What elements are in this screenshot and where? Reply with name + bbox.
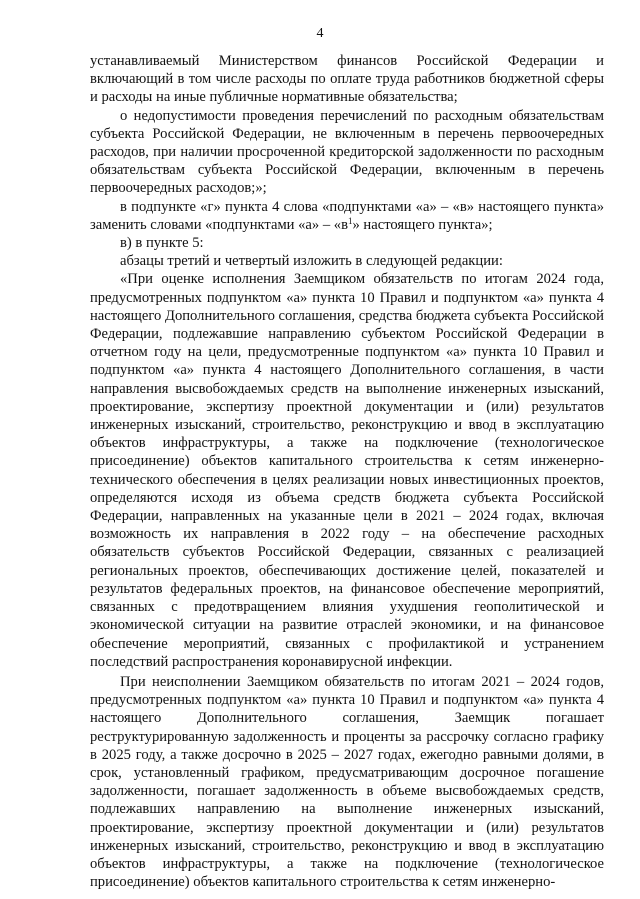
paragraph-6: «При оценке исполнения Заемщиком обязательств по итогам 2024 года, предусмотренных подпунктом «а» пункта 10 Правил и подпунктом «а» пункта 4 настоящего Дополнительного соглашения, средства бюджета субъекта Российской Федерации, подлежавшие направлению субъектом Российской Федерации в отчетном году на цели, предусмотренные подпунктом «а» пункта 10 Правил и подпунктом «а» пункта 4 настоящего Дополнительного соглашения, в части направления высвобождаемых средств на выполнение инженерных изысканий, проектирование, экспертизу проектной документации и (или) результатов инженерных изысканий, строительство, реконструкцию и ввод в эксплуатацию объектов инфраструктуры, а также на подключение (технологическое присоединение) объектов капитального строительства к сетям инженерно-технического обеспечения в целях реализации новых инвестиционных проектов, определяются исходя из объема средств бюджета субъекта Российской Федерации, направленных на указанные цели в 2021 – 2024 годах, включая возможность их направления в 2022 году – на обеспечение расходных обязательств субъектов Российской Федерации, связанных с реализацией региональных проектов, обеспечивающих достижение целей, показателей и результатов федеральных проектов, на финансовое обеспечение мероприятий, связанных с предотвращением влияния ухудшения геополитической и экономической ситуации на развитие отраслей экономики, и на финансовое обеспечение мероприятий, связанных с профилактикой и устранением последствий распространения коронавирусной инфекции.: [90, 271, 604, 670]
paragraph-2: о недопустимости проведения перечислений по расходным обязательствам субъекта Российской Федерации, не включенным в перечень первоочередных расходов, при наличии просроченной кредиторской задолженности по расходным обязательствам субъекта Российской Федерации, включенным в перечень первоочередных расходов;»;: [90, 107, 604, 197]
paragraph-5: абзацы третий и четвертый изложить в следующей редакции:: [120, 253, 503, 270]
paragraph-7: При неисполнении Заемщиком обязательств по итогам 2021 – 2024 годов, предусмотренных подпунктом «а» пункта 10 Правил и подпунктом «а» пункта 4 настоящего Дополнительного соглашения, Заемщик погашает реструктурированную задолженность и проценты за рассрочку согласно графику в 2025 году, а также досрочно в 2025 – 2027 годах, ежегодно равными долями, в срок, установленный графиком, предусматривающим досрочное погашение задолженности, погашает задолженность в объеме высвобождаемых средств, подлежавших направлению на выполнение инженерных изысканий, проектирование, экспертизу проектной документации и (или) результатов инженерных изысканий, строительство, реконструкцию и ввод в эксплуатацию объектов инфраструктуры, а также на подключение (технологическое присоединение) объектов капитального строительства к сетям инженерно-: [90, 673, 604, 891]
document-body: [90, 52, 604, 891]
paragraph-3-text-before: в подпункте «г» пункта 4 слова «подпунктами «а» – «в» настоящего пункта» заменить словами «подпунктами «а» – «в: [90, 198, 604, 233]
paragraph-4: в) в пункте 5:: [120, 235, 204, 252]
page-number: 4: [316, 26, 324, 41]
superscript-marker: 1: [347, 215, 353, 226]
paragraph-3: [90, 198, 604, 234]
paragraph-1: устанавливаемый Министерством финансов Российской Федерации и включающий в том числе расходы по оплате труда работников бюджетной сферы и расходы на иные публичные нормативные обязательства;: [90, 53, 604, 106]
paragraph-3-text-after: » настоящего пункта»;: [352, 216, 493, 233]
